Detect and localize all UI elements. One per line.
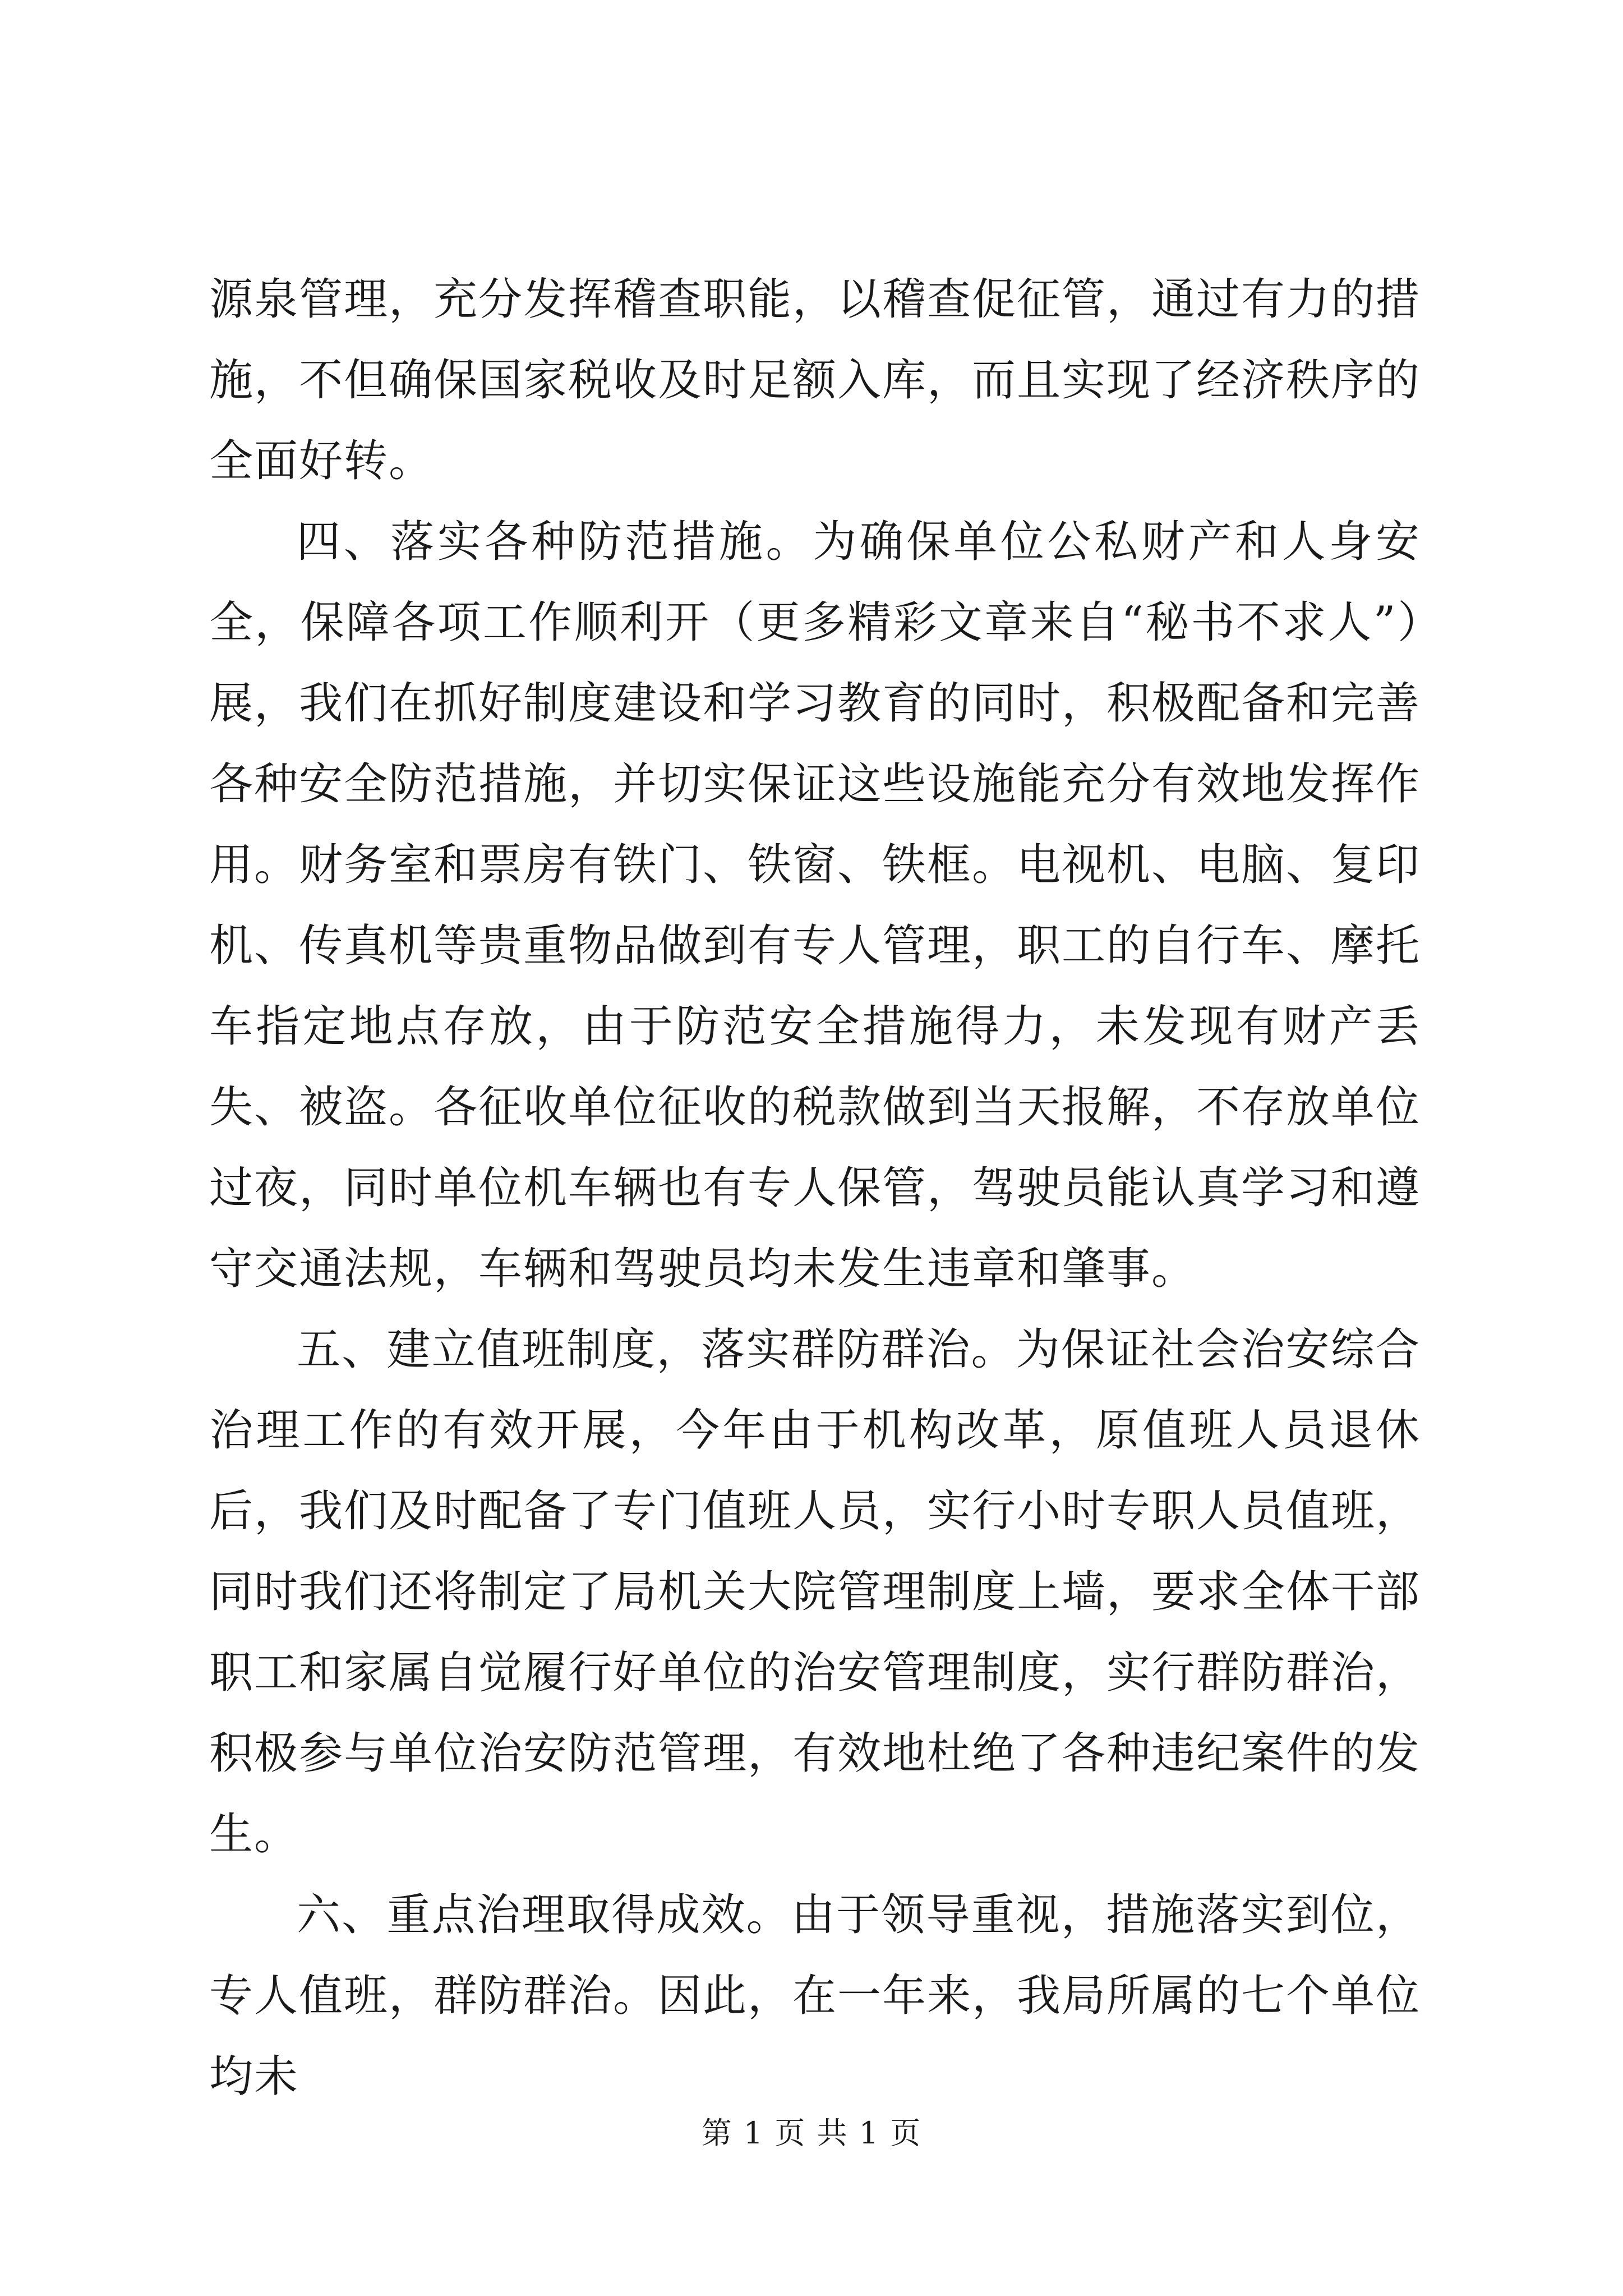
paragraph-section-6: 六、重点治理取得成效。由于领导重视，措施落实到位，专人值班，群防群治。因此，在一年来，我局所属的七个单位均未 [209,1890,1421,2102]
document-body [209,259,1421,2117]
paragraph-continuation: 源泉管理，充分发挥稽查职能，以稽查促征管，通过有力的措施，不但确保国家税收及时足额入库，而且实现了经济秩序的全面好转。 [209,274,1421,486]
page-number-label: 第 1 页 共 1 页 [701,2115,922,2151]
page-footer [0,2109,1623,2152]
paragraph-section-5: 五、建立值班制度，落实群防群治。为保证社会治安综合治理工作的有效开展，今年由于机构改革，原值班人员退休后，我们及时配备了专门值班人员，实行小时专职人员值班，同时我们还将制定了局机关大院管理制度上墙，要求全体干部职工和家属自觉履行好单位的治安管理制度，实行群防群治，积极参与单位治安防范管理，有效地杜绝了各种违纪案件的发生。 [209,1324,1421,1860]
paragraph-section-4: 四、落实各种防范措施。为确保单位公私财产和人身安全，保障各项工作顺利开（更多精彩文章来自“秘书不求人”）展，我们在抓好制度建设和学习教育的同时，积极配备和完善各种安全防范措施，并切实保证这些设施能充分有效地发挥作用。财务室和票房有铁门、铁窗、铁框。电视机、电脑、复印机、传真机等贵重物品做到有专人管理，职工的自行车、摩托车指定地点存放，由于防范安全措施得力，未发现有财产丢失、被盗。各征收单位征收的税款做到当天报解，不存放单位过夜，同时单位机车辆也有专人保管，驾驶员能认真学习和遵守交通法规，车辆和驾驶员均未发生违章和肇事。 [209,517,1421,1294]
